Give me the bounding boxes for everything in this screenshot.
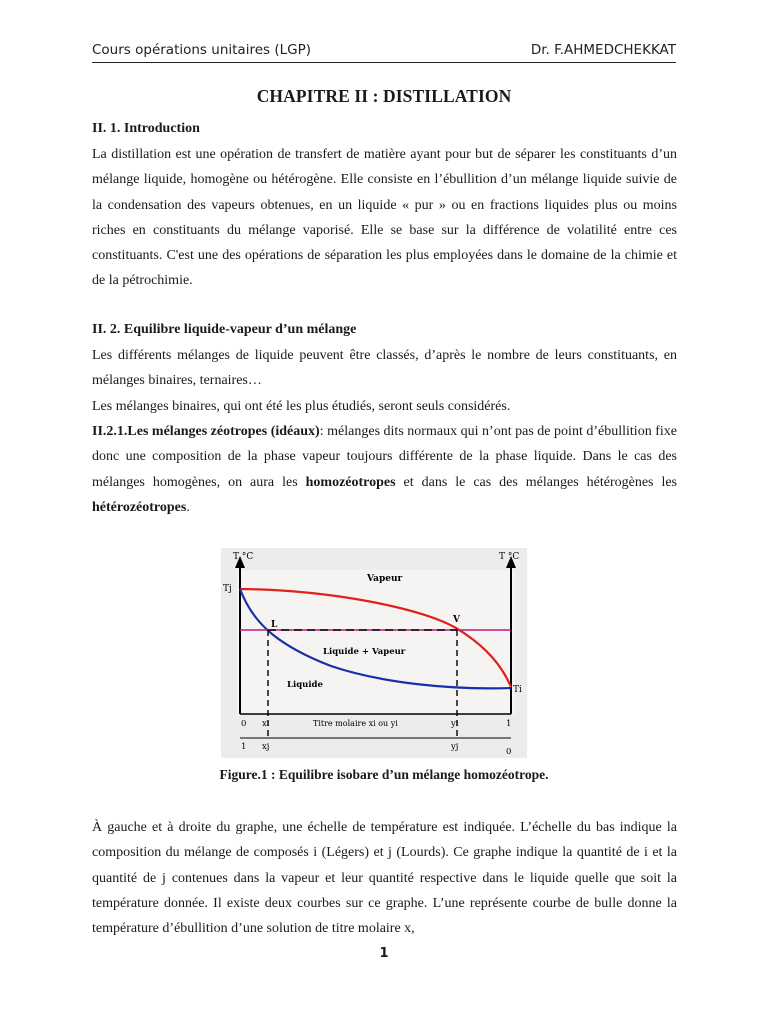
zeotrope-label: II.2.1.Les mélanges zéotropes (idéaux) (92, 424, 320, 439)
zeotrope-text-c: . (186, 499, 190, 515)
axis-title: Titre molaire xi ou yi (313, 719, 398, 728)
section-title-introduction: II. 1. Introduction (92, 121, 200, 136)
zeotrope-paragraph (92, 419, 677, 520)
intro-paragraph: La distillation est une opération de transfert de matière ayant pour but de séparer les constituants d’un mélange liquide, homogène ou hétérogène. Elle consiste en l’ébullition d’un mélange liquide suivie de la condensation des vapeurs obtenues, en un liquide « pur » ou en fractions liquides plus ou moins riches en constituants du mélange vaporisé. Elle se base sur la différence de volatilité entre ces constituants. C'est une des opérations de séparation les plus employées dans le domaine de la chimie et de la pétrochimie. (92, 147, 677, 289)
figure-caption: Figure.1 : Equilibre isobare d’un mélange homozéotrope. (219, 767, 549, 782)
point-v-label: V (453, 615, 460, 625)
equilibre-paragraph-1: Les différents mélanges de liquide peuvent être classés, d’après le nombre de leurs constituants, en mélanges binaires, ternaires… (92, 348, 677, 389)
axis-xj-label: xj (262, 742, 270, 752)
term-heterozeotropes: hétérozéotropes (92, 499, 187, 515)
ti-label: Ti (513, 685, 522, 695)
figure-equilibrium-diagram (221, 548, 527, 758)
page-number: 1 (379, 946, 389, 961)
region-liquid-label: Liquide (287, 680, 323, 690)
equilibrium-diagram-svg (221, 548, 527, 758)
header-rule (92, 62, 676, 63)
point-l-label: L (271, 620, 278, 630)
region-vapour-label: Vapeur (367, 574, 403, 584)
axis-i-one: 1 (506, 719, 512, 729)
axis-j-zero: 0 (506, 747, 512, 757)
axis-j-one: 1 (241, 742, 247, 752)
page-header (92, 40, 676, 62)
header-author: Dr. F.AHMEDCHEKKAT (530, 42, 676, 58)
zeotrope-text-a: : mélanges dits normaux qui n’ont pas de point d’ébullition fixe donc une composition de la phase vapeur toujours différente de la phase liquide. Dans le cas des mélanges homogènes, on aura les (92, 424, 677, 490)
axis-yi-label: yi (451, 719, 459, 729)
axis-yj-label: yj (451, 742, 459, 752)
region-mixed-label: Liquide + Vapeur (323, 647, 406, 657)
zeotrope-text-b: et dans le cas des mélanges hétérogènes les (395, 474, 678, 490)
equilibre-paragraph-2: Les mélanges binaires, qui ont été les plus étudiés, seront seuls considérés. (92, 399, 511, 414)
header-course-title: Cours opérations unitaires (LGP) (92, 42, 311, 58)
closing-paragraph: À gauche et à droite du graphe, une échelle de température est indiquée. L’échelle du bas indique la composition du mélange de composés i (Légers) et j (Lourds). Ce graphe indique la quantité de i et la quantité de j contenues dans la vapeur et leur quantité respective dans le liquide quelle que soit la température donnée. Il existe deux courbes sur ce graphe. L’une représente courbe de bulle donne la température d’ébullition d’une solution de titre molaire x, (92, 820, 677, 937)
plot-area (237, 570, 515, 714)
axis-i-zero: 0 (241, 719, 247, 729)
left-axis-label: T °C (233, 552, 254, 562)
axis-xi-label: xi (262, 719, 270, 729)
tj-label: Tj (223, 584, 232, 594)
section-title-equilibre: II. 2. Equilibre liquide-vapeur d’un mélange (92, 322, 357, 337)
term-homozeotropes: homozéotropes (305, 474, 396, 490)
right-axis-label: T °C (499, 552, 520, 562)
chapter-title: CHAPITRE II : DISTILLATION (256, 86, 512, 106)
